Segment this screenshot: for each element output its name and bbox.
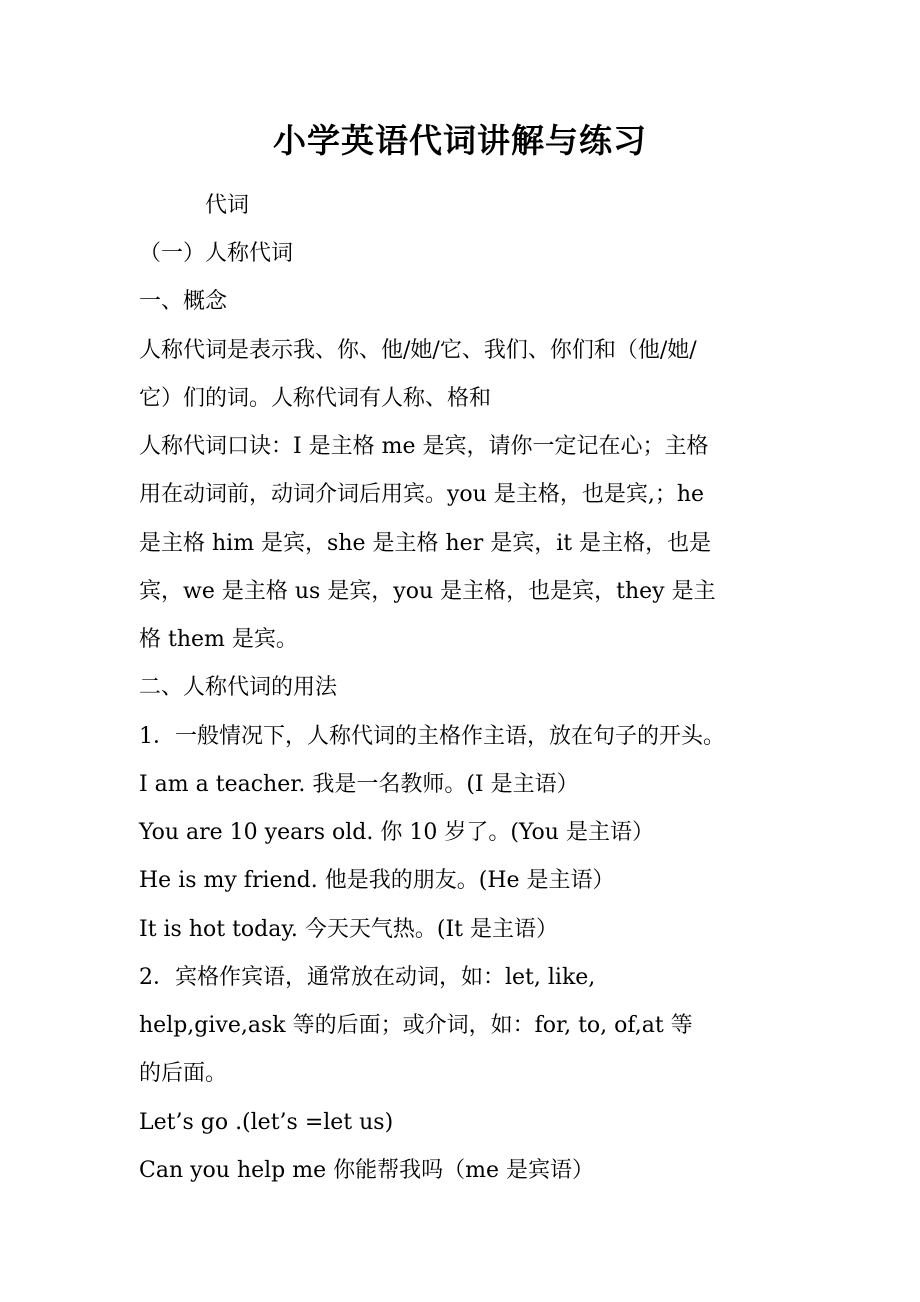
rule-line: 2．宾格作宾语，通常放在动词，如：let, like, xyxy=(139,965,596,990)
paragraph-line: 人称代词口诀：I 是主格 me 是宾，请你一定记在心；主格 xyxy=(139,434,709,459)
example-line: I am a teacher. 我是一名教师。(I 是主语） xyxy=(139,772,579,797)
paragraph-line: 格 them 是宾。 xyxy=(139,627,298,652)
subsection-heading: （一）人称代词 xyxy=(139,241,294,266)
example-line: You are 10 years old. 你 10 岁了。(You 是主语） xyxy=(139,820,654,845)
paragraph-line: 宾，we 是主格 us 是宾，you 是主格，也是宾，they 是主 xyxy=(139,579,716,604)
rule-line: help,give,ask 等的后面；或介词，如：for, to, of,at 等 xyxy=(139,1013,693,1038)
example-line: He is my friend. 他是我的朋友。(He 是主语） xyxy=(139,868,615,893)
paragraph-line: 人称代词是表示我、你、他/她/它、我们、你们和（他/她/ xyxy=(139,338,697,363)
example-line: It is hot today. 今天天气热。(It 是主语） xyxy=(139,917,558,942)
paragraph-line: 用在动词前，动词介词后用宾。you 是主格，也是宾,；he xyxy=(139,482,705,507)
document-title: 小学英语代词讲解与练习 xyxy=(273,121,647,160)
example-line: Let’s go .(let’s =let us) xyxy=(139,1110,394,1135)
concept-heading: 一、概念 xyxy=(139,289,228,314)
usage-heading: 二、人称代词的用法 xyxy=(139,675,338,700)
paragraph-line: 它）们的词。人称代词有人称、格和 xyxy=(139,386,492,411)
paragraph-line: 是主格 him 是宾，she 是主格 her 是宾，it 是主格，也是 xyxy=(139,531,712,556)
section-heading: 代词 xyxy=(205,193,250,218)
rule-line: 1．一般情况下，人称代词的主格作主语，放在句子的开头。 xyxy=(139,724,725,749)
example-line: Can you help me 你能帮我吗（me 是宾语） xyxy=(139,1158,594,1183)
rule-line: 的后面。 xyxy=(139,1061,228,1086)
